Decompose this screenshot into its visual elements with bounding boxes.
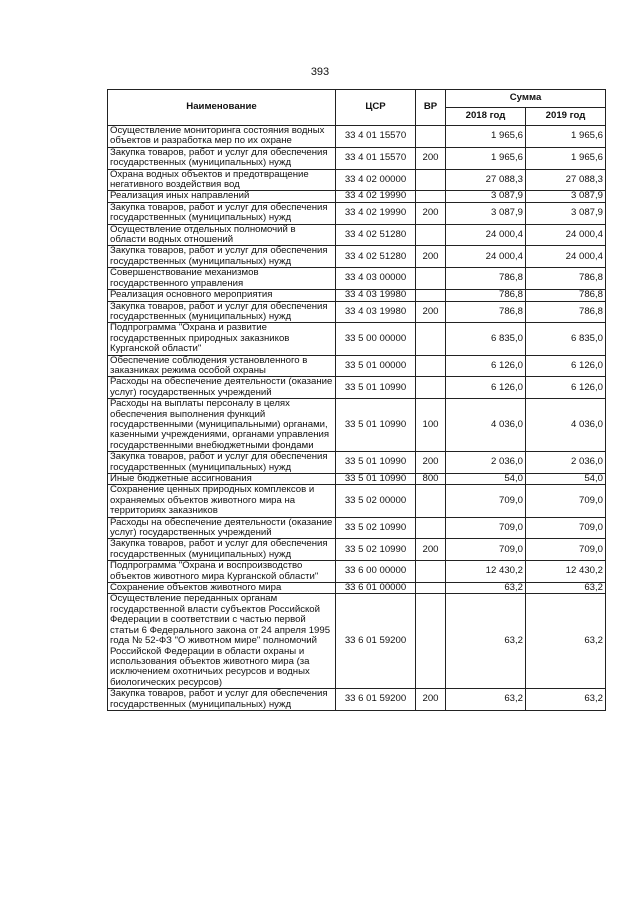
cell-name: Обеспечение соблюдения установленного в заказниках режима особой охраны bbox=[108, 355, 336, 377]
cell-2018: 1 965,6 bbox=[446, 147, 526, 169]
cell-vr bbox=[416, 169, 446, 191]
cell-vr: 200 bbox=[416, 452, 446, 474]
table-row bbox=[108, 224, 606, 246]
cell-2018: 3 087,9 bbox=[446, 191, 526, 202]
table-row bbox=[108, 539, 606, 561]
cell-csr: 33 5 01 10990 bbox=[336, 452, 416, 474]
cell-vr bbox=[416, 224, 446, 246]
cell-2018: 2 036,0 bbox=[446, 452, 526, 474]
cell-vr bbox=[416, 583, 446, 594]
cell-2019: 786,8 bbox=[526, 301, 606, 323]
table-row bbox=[108, 301, 606, 323]
table-row bbox=[108, 452, 606, 474]
table-row bbox=[108, 561, 606, 583]
cell-vr: 200 bbox=[416, 147, 446, 169]
cell-2018: 1 965,6 bbox=[446, 126, 526, 148]
cell-csr: 33 6 01 59200 bbox=[336, 594, 416, 689]
cell-2019: 24 000,4 bbox=[526, 224, 606, 246]
cell-csr: 33 4 02 51280 bbox=[336, 246, 416, 268]
cell-csr: 33 5 02 10990 bbox=[336, 517, 416, 539]
cell-vr bbox=[416, 517, 446, 539]
cell-csr: 33 4 02 19990 bbox=[336, 191, 416, 202]
cell-csr: 33 4 03 19980 bbox=[336, 301, 416, 323]
cell-name: Подпрограмма "Охрана и развитие государственных природных заказников Курганской области" bbox=[108, 323, 336, 355]
cell-2018: 63,2 bbox=[446, 689, 526, 711]
cell-name: Подпрограмма "Охрана и воспроизводство объектов животного мира Курганской области" bbox=[108, 561, 336, 583]
cell-csr: 33 4 02 19990 bbox=[336, 202, 416, 224]
cell-2018: 709,0 bbox=[446, 539, 526, 561]
table-body bbox=[108, 126, 606, 711]
cell-2019: 24 000,4 bbox=[526, 246, 606, 268]
cell-name: Осуществление мониторинга состояния водных объектов и разработка мер по их охране bbox=[108, 126, 336, 148]
cell-2019: 709,0 bbox=[526, 517, 606, 539]
table-row bbox=[108, 246, 606, 268]
cell-2019: 6 126,0 bbox=[526, 377, 606, 399]
cell-vr bbox=[416, 268, 446, 290]
cell-2019: 54,0 bbox=[526, 474, 606, 485]
cell-csr: 33 4 02 51280 bbox=[336, 224, 416, 246]
table-row bbox=[108, 355, 606, 377]
cell-name: Осуществление отдельных полномочий в области водных отношений bbox=[108, 224, 336, 246]
cell-2018: 6 126,0 bbox=[446, 377, 526, 399]
table-row bbox=[108, 323, 606, 355]
cell-2018: 786,8 bbox=[446, 290, 526, 301]
cell-2018: 3 087,9 bbox=[446, 202, 526, 224]
cell-name: Расходы на обеспечение деятельности (оказание услуг) государственных учреждений bbox=[108, 377, 336, 399]
table-row bbox=[108, 290, 606, 301]
page-number: 393 bbox=[310, 66, 330, 78]
header-name: Наименование bbox=[108, 90, 336, 126]
cell-2018: 24 000,4 bbox=[446, 246, 526, 268]
cell-name: Закупка товаров, работ и услуг для обеспечения государственных (муниципальных) нужд bbox=[108, 452, 336, 474]
cell-vr bbox=[416, 355, 446, 377]
cell-vr bbox=[416, 594, 446, 689]
cell-name: Осуществление переданных органам государственной власти субъектов Российской Федерации в соответствии с частью первой статьи 6 Федерального закона от 24 апреля 1995 года № 52-ФЗ "О животном мире" полномочий Российской Федерации в области охраны и использования объектов животного мира (за исключением охотничьих ресурсов и водных биологических ресурсов) bbox=[108, 594, 336, 689]
cell-2019: 27 088,3 bbox=[526, 169, 606, 191]
header-csr: ЦСР bbox=[336, 90, 416, 126]
cell-csr: 33 6 00 00000 bbox=[336, 561, 416, 583]
cell-2019: 786,8 bbox=[526, 290, 606, 301]
cell-csr: 33 5 01 00000 bbox=[336, 355, 416, 377]
cell-name: Закупка товаров, работ и услуг для обеспечения государственных (муниципальных) нужд bbox=[108, 246, 336, 268]
table-row bbox=[108, 517, 606, 539]
table-row bbox=[108, 191, 606, 202]
cell-2018: 786,8 bbox=[446, 268, 526, 290]
cell-2018: 12 430,2 bbox=[446, 561, 526, 583]
table-header bbox=[108, 90, 606, 126]
header-sum: Сумма bbox=[446, 90, 606, 108]
cell-vr bbox=[416, 290, 446, 301]
cell-csr: 33 5 00 00000 bbox=[336, 323, 416, 355]
table-row bbox=[108, 583, 606, 594]
cell-2018: 54,0 bbox=[446, 474, 526, 485]
table-row bbox=[108, 399, 606, 452]
cell-vr bbox=[416, 126, 446, 148]
cell-2019: 12 430,2 bbox=[526, 561, 606, 583]
table-row bbox=[108, 474, 606, 485]
cell-csr: 33 4 01 15570 bbox=[336, 126, 416, 148]
cell-2019: 786,8 bbox=[526, 268, 606, 290]
cell-2018: 709,0 bbox=[446, 485, 526, 517]
header-year-2019: 2019 год bbox=[526, 108, 606, 126]
cell-name: Сохранение ценных природных комплексов и охраняемых объектов животного мира на территориях заказников bbox=[108, 485, 336, 517]
cell-name: Закупка товаров, работ и услуг для обеспечения государственных (муниципальных) нужд bbox=[108, 202, 336, 224]
cell-vr: 200 bbox=[416, 301, 446, 323]
cell-vr: 100 bbox=[416, 399, 446, 452]
cell-name: Иные бюджетные ассигнования bbox=[108, 474, 336, 485]
cell-2019: 3 087,9 bbox=[526, 191, 606, 202]
cell-name: Закупка товаров, работ и услуг для обеспечения государственных (муниципальных) нужд bbox=[108, 689, 336, 711]
cell-2019: 2 036,0 bbox=[526, 452, 606, 474]
cell-2018: 6 835,0 bbox=[446, 323, 526, 355]
cell-2019: 709,0 bbox=[526, 485, 606, 517]
cell-2019: 63,2 bbox=[526, 594, 606, 689]
header-vr: ВР bbox=[416, 90, 446, 126]
cell-csr: 33 5 01 10990 bbox=[336, 377, 416, 399]
cell-csr: 33 4 01 15570 bbox=[336, 147, 416, 169]
cell-csr: 33 5 01 10990 bbox=[336, 399, 416, 452]
cell-2019: 709,0 bbox=[526, 539, 606, 561]
budget-table bbox=[107, 89, 606, 711]
cell-name: Расходы на обеспечение деятельности (оказание услуг) государственных учреждений bbox=[108, 517, 336, 539]
cell-csr: 33 6 01 59200 bbox=[336, 689, 416, 711]
cell-2019: 6 835,0 bbox=[526, 323, 606, 355]
cell-csr: 33 6 01 00000 bbox=[336, 583, 416, 594]
cell-2019: 3 087,9 bbox=[526, 202, 606, 224]
cell-vr bbox=[416, 377, 446, 399]
cell-vr: 200 bbox=[416, 689, 446, 711]
cell-2019: 63,2 bbox=[526, 583, 606, 594]
table-row bbox=[108, 268, 606, 290]
cell-2019: 1 965,6 bbox=[526, 147, 606, 169]
cell-2018: 4 036,0 bbox=[446, 399, 526, 452]
cell-2019: 1 965,6 bbox=[526, 126, 606, 148]
cell-name: Закупка товаров, работ и услуг для обеспечения государственных (муниципальных) нужд bbox=[108, 147, 336, 169]
cell-csr: 33 5 02 00000 bbox=[336, 485, 416, 517]
cell-name: Расходы на выплаты персоналу в целях обеспечения выполнения функций государственными (муниципальными) органами, казенными учреждениями, органами управления государственными внебюджетными фондами bbox=[108, 399, 336, 452]
cell-csr: 33 4 02 00000 bbox=[336, 169, 416, 191]
cell-2018: 709,0 bbox=[446, 517, 526, 539]
cell-2018: 63,2 bbox=[446, 594, 526, 689]
table-row bbox=[108, 147, 606, 169]
table-row bbox=[108, 169, 606, 191]
table-row bbox=[108, 377, 606, 399]
cell-csr: 33 5 02 10990 bbox=[336, 539, 416, 561]
cell-name: Совершенствование механизмов государственного управления bbox=[108, 268, 336, 290]
table-row bbox=[108, 689, 606, 711]
header-year-2018: 2018 год bbox=[446, 108, 526, 126]
cell-vr bbox=[416, 323, 446, 355]
cell-2018: 786,8 bbox=[446, 301, 526, 323]
cell-csr: 33 4 03 19980 bbox=[336, 290, 416, 301]
cell-2018: 63,2 bbox=[446, 583, 526, 594]
cell-2018: 6 126,0 bbox=[446, 355, 526, 377]
cell-name: Закупка товаров, работ и услуг для обеспечения государственных (муниципальных) нужд bbox=[108, 301, 336, 323]
table-row bbox=[108, 126, 606, 148]
cell-vr: 200 bbox=[416, 202, 446, 224]
table-row bbox=[108, 202, 606, 224]
cell-vr bbox=[416, 561, 446, 583]
cell-2019: 6 126,0 bbox=[526, 355, 606, 377]
cell-csr: 33 5 01 10990 bbox=[336, 474, 416, 485]
cell-vr bbox=[416, 485, 446, 517]
cell-vr: 200 bbox=[416, 539, 446, 561]
cell-2019: 63,2 bbox=[526, 689, 606, 711]
cell-name: Реализация основного мероприятия bbox=[108, 290, 336, 301]
cell-name: Закупка товаров, работ и услуг для обеспечения государственных (муниципальных) нужд bbox=[108, 539, 336, 561]
cell-2018: 27 088,3 bbox=[446, 169, 526, 191]
cell-2019: 4 036,0 bbox=[526, 399, 606, 452]
cell-vr bbox=[416, 191, 446, 202]
table-row bbox=[108, 485, 606, 517]
cell-csr: 33 4 03 00000 bbox=[336, 268, 416, 290]
cell-name: Охрана водных объектов и предотвращение негативного воздействия вод bbox=[108, 169, 336, 191]
cell-name: Реализация иных направлений bbox=[108, 191, 336, 202]
cell-vr: 800 bbox=[416, 474, 446, 485]
table-row bbox=[108, 594, 606, 689]
cell-name: Сохранение объектов животного мира bbox=[108, 583, 336, 594]
cell-vr: 200 bbox=[416, 246, 446, 268]
cell-2018: 24 000,4 bbox=[446, 224, 526, 246]
